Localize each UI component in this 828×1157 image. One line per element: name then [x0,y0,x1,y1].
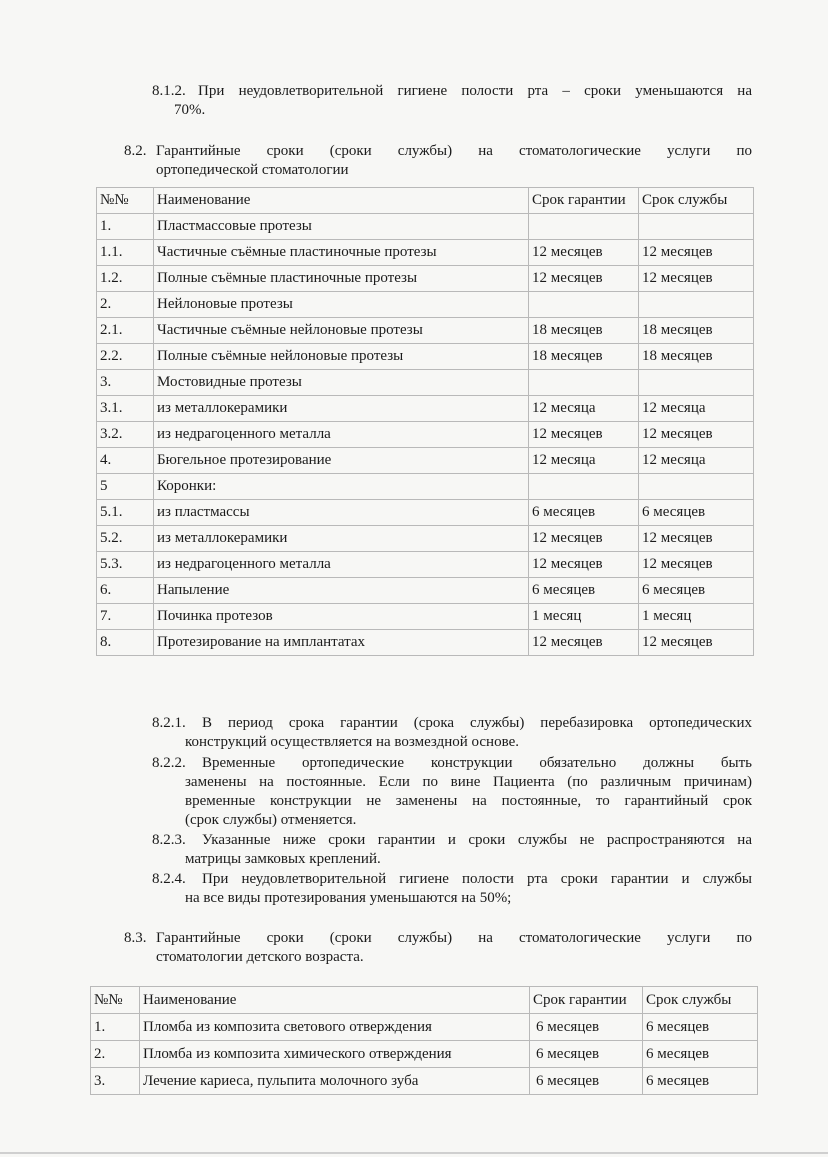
row-service-life: 18 месяцев [639,318,754,344]
clause-text-line: ортопедической стоматологии [156,162,349,178]
clause-text-line: В период срока гарантии (срока службы) перебазировка ортопедических [202,715,752,731]
clause-number: 8.1.2. [152,83,186,99]
row-warranty: 18 месяцев [529,318,639,344]
clause-text-line: заменены на постоянные. Если по вине Пациента (по различным причинам) [185,774,752,790]
column-header-name: Наименование [140,987,530,1014]
row-warranty: 12 месяцев [529,240,639,266]
row-service-life: 18 месяцев [639,344,754,370]
row-number: 1. [97,214,154,240]
clause-text-line: стоматологии детского возраста. [156,949,364,965]
table-row [97,448,754,474]
row-warranty: 12 месяца [529,396,639,422]
clause-text-line: (срок службы) отменяется. [185,812,357,828]
row-name: Починка протезов [154,604,529,630]
row-name: Пломба из композита светового отверждения [140,1014,530,1041]
row-service-life: 6 месяцев [643,1014,758,1041]
table-row [97,526,754,552]
row-number: 3. [97,370,154,396]
row-number: 2. [97,292,154,318]
clause-text-line: конструкций осуществляется на возмездной основе. [185,734,519,750]
row-service-life: 12 месяцев [639,630,754,656]
pediatric-warranty-table [90,986,758,1095]
row-warranty: 6 месяцев [529,500,639,526]
clause-number: 8.2.3. [152,832,186,848]
clause-8-2-3 [152,831,752,869]
row-warranty: 6 месяцев [529,578,639,604]
row-service-life: 6 месяцев [639,578,754,604]
table-row [91,1014,758,1041]
clause-number: 8.2.1. [152,715,186,731]
row-warranty [529,474,639,500]
row-warranty: 6 месяцев [530,1014,643,1041]
row-name: Пломба из композита химического отверждения [140,1041,530,1068]
row-name: Нейлоновые протезы [154,292,529,318]
row-warranty: 18 месяцев [529,344,639,370]
table-header-row [91,987,758,1014]
row-name: Лечение кариеса, пульпита молочного зуба [140,1068,530,1095]
row-service-life: 12 месяцев [639,422,754,448]
table-row [97,630,754,656]
table-row [97,370,754,396]
row-service-life: 12 месяца [639,448,754,474]
table-row [91,1068,758,1095]
clause-text-line: При неудовлетворительной гигиене полости рта – сроки уменьшаются на [198,83,752,99]
clause-8-2-2 [152,754,752,830]
row-service-life: 12 месяцев [639,526,754,552]
clause-8-2-1 [152,714,752,752]
table-row [97,318,754,344]
row-number: 6. [97,578,154,604]
row-warranty: 12 месяцев [529,526,639,552]
table-row [97,474,754,500]
row-name: Бюгельное протезирование [154,448,529,474]
clause-8-2-4 [152,870,752,908]
row-warranty: 1 месяц [529,604,639,630]
row-warranty: 12 месяцев [529,552,639,578]
row-service-life: 12 месяцев [639,266,754,292]
column-header-name: Наименование [154,188,529,214]
table-header-row [97,188,754,214]
row-warranty: 12 месяцев [529,422,639,448]
table-row [97,240,754,266]
clause-text-line: временные конструкции не заменены на постоянные, то гарантийный срок [185,793,752,809]
table-row [97,396,754,422]
table-row [97,552,754,578]
row-warranty: 12 месяцев [529,630,639,656]
row-service-life: 12 месяцев [639,240,754,266]
row-warranty: 6 месяцев [530,1041,643,1068]
clause-number: 8.2.2. [152,755,186,771]
row-warranty [529,214,639,240]
row-name: Напыление [154,578,529,604]
clause-text-line: 70%. [174,102,206,118]
row-number: 5 [97,474,154,500]
row-name: Протезирование на имплантатах [154,630,529,656]
row-number: 3.1. [97,396,154,422]
clause-text-line: Временные ортопедические конструкции обязательно должны быть [202,755,752,771]
column-header-service-life: Срок службы [643,987,758,1014]
clause-text-line: матрицы замковых креплений. [185,851,381,867]
row-name: Частичные съёмные пластиночные протезы [154,240,529,266]
row-name: Пластмассовые протезы [154,214,529,240]
clause-8-3 [124,929,752,967]
row-number: 2.1. [97,318,154,344]
row-number: 5.2. [97,526,154,552]
row-number: 5.3. [97,552,154,578]
row-service-life: 6 месяцев [643,1068,758,1095]
row-service-life [639,214,754,240]
table-row [97,214,754,240]
row-name: из металлокерамики [154,396,529,422]
row-name: из недрагоценного металла [154,422,529,448]
row-number: 4. [97,448,154,474]
clause-number: 8.3. [124,930,147,946]
table-row [97,604,754,630]
row-service-life: 12 месяцев [639,552,754,578]
column-header-service-life: Срок службы [639,188,754,214]
row-warranty: 12 месяца [529,448,639,474]
column-header-warranty: Срок гарантии [530,987,643,1014]
row-name: из недрагоценного металла [154,552,529,578]
clause-number: 8.2. [124,143,147,159]
row-service-life [639,474,754,500]
column-header-number: №№ [97,188,154,214]
clause-text-line: Гарантийные сроки (сроки службы) на стоматологические услуги по [156,143,752,159]
clause-text-line: на все виды протезирования уменьшаются на 50%; [185,890,512,906]
row-name: Мостовидные протезы [154,370,529,396]
row-service-life [639,292,754,318]
row-number: 1.1. [97,240,154,266]
row-service-life [639,370,754,396]
row-warranty: 12 месяцев [529,266,639,292]
row-name: из пластмассы [154,500,529,526]
row-number: 8. [97,630,154,656]
row-number: 3. [91,1068,140,1095]
clause-text-line: При неудовлетворительной гигиене полости рта сроки гарантии и службы [202,871,752,887]
clause-text-line: Гарантийные сроки (сроки службы) на стоматологические услуги по [156,930,752,946]
column-header-warranty: Срок гарантии [529,188,639,214]
page-bottom-edge [0,1152,828,1154]
row-name: из металлокерамики [154,526,529,552]
row-name: Полные съёмные пластиночные протезы [154,266,529,292]
row-number: 2.2. [97,344,154,370]
table-row [91,1041,758,1068]
table-row [97,578,754,604]
row-service-life: 1 месяц [639,604,754,630]
clause-8-1-2 [152,82,752,120]
table-row [97,500,754,526]
row-service-life: 6 месяцев [639,500,754,526]
row-name: Полные съёмные нейлоновые протезы [154,344,529,370]
row-number: 7. [97,604,154,630]
row-name: Коронки: [154,474,529,500]
orthopedic-warranty-table [96,187,754,656]
clause-number: 8.2.4. [152,871,186,887]
row-warranty [529,370,639,396]
row-name: Частичные съёмные нейлоновые протезы [154,318,529,344]
column-header-number: №№ [91,987,140,1014]
row-number: 1. [91,1014,140,1041]
row-number: 3.2. [97,422,154,448]
table-row [97,292,754,318]
row-service-life: 12 месяца [639,396,754,422]
clause-8-2 [124,142,752,180]
row-warranty: 6 месяцев [530,1068,643,1095]
table-row [97,422,754,448]
table-row [97,266,754,292]
table-row [97,344,754,370]
row-number: 5.1. [97,500,154,526]
row-service-life: 6 месяцев [643,1041,758,1068]
row-warranty [529,292,639,318]
row-number: 1.2. [97,266,154,292]
clause-text-line: Указанные ниже сроки гарантии и сроки службы не распространяются на [202,832,752,848]
row-number: 2. [91,1041,140,1068]
